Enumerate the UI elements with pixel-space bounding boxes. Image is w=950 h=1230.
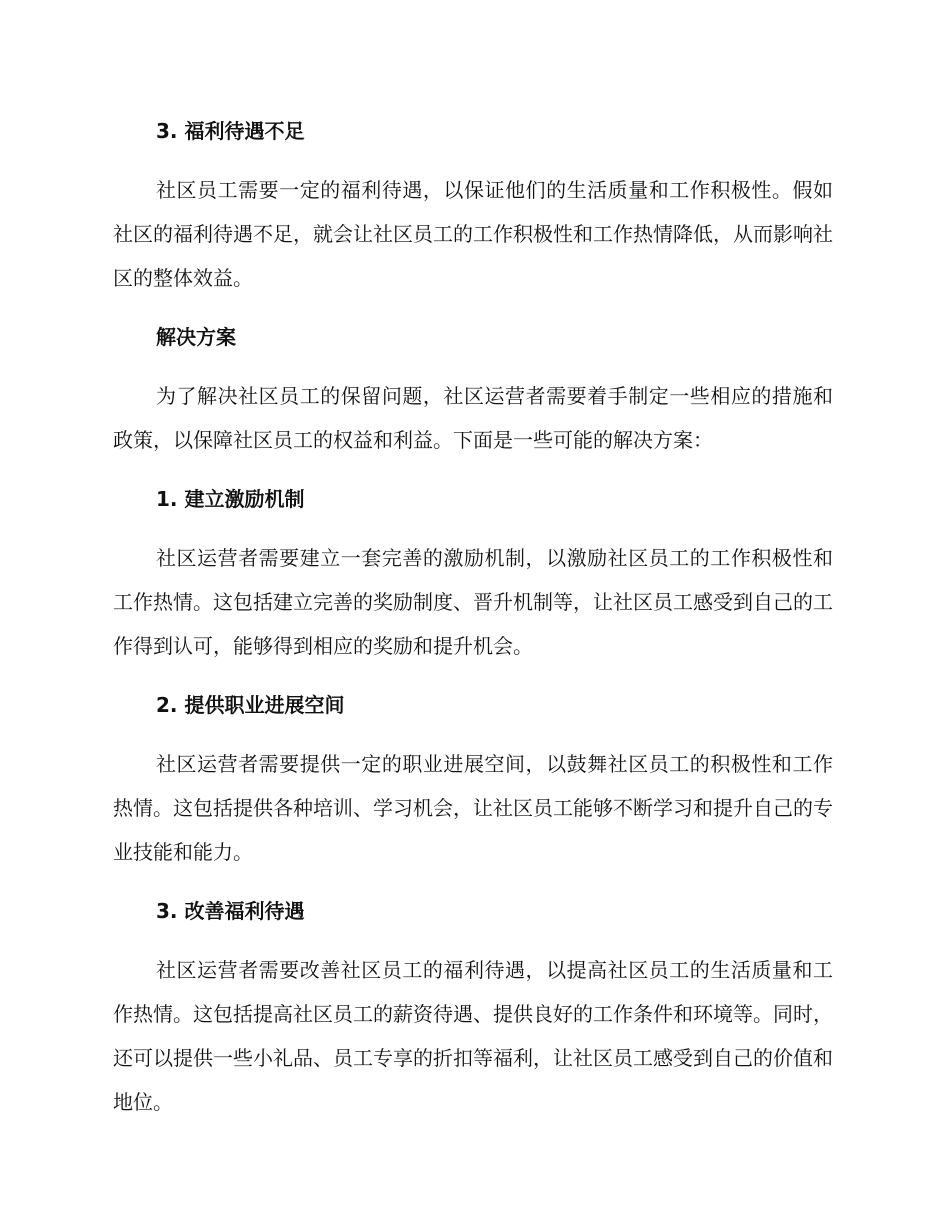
spacer <box>113 727 833 742</box>
document-body <box>113 109 833 1124</box>
spacer <box>113 462 833 477</box>
spacer <box>113 874 833 889</box>
spacer <box>113 359 833 374</box>
section-paragraph-career-development: 社区运营者需要提供一定的职业进展空间，以鼓舞社区员工的积极性和工作热情。这包括提供各种培训、学习机会，让社区员工能够不断学习和提升自己的专业技能和能力。 <box>113 752 833 864</box>
spacer <box>113 933 833 948</box>
section-paragraph-solutions: 为了解决社区员工的保留问题，社区运营者需要着手制定一些相应的措施和政策，以保障社区员工的权益和利益。下面是一些可能的解决方案： <box>113 384 833 452</box>
spacer <box>113 668 833 683</box>
section-paragraph-improve-welfare: 社区运营者需要改善社区员工的福利待遇，以提高社区员工的生活质量和工作热情。这包括提高社区员工的薪资待遇、提供良好的工作条件和环境等。同时，还可以提供一些小礼品、员工专享的折扣等福利，让社区员工感受到自己的价值和地位。 <box>113 958 833 1114</box>
spacer <box>113 300 833 315</box>
section-paragraph-welfare-insufficient: 社区员工需要一定的福利待遇，以保证他们的生活质量和工作积极性。假如社区的福利待遇不足，就会让社区员工的工作积极性和工作热情降低，从而影响社区的整体效益。 <box>113 178 833 290</box>
section-paragraph-incentive-mechanism: 社区运营者需要建立一套完善的激励机制，以激励社区员工的工作积极性和工作热情。这包括建立完善的奖励制度、晋升机制等，让社区员工感受到自己的工作得到认可，能够得到相应的奖励和提升机会。 <box>113 546 833 658</box>
section-heading-solutions: 解决方案 <box>156 325 236 349</box>
section-heading-incentive-mechanism: 1. 建立激励机制 <box>156 487 305 511</box>
section-heading-welfare-insufficient: 3. 福利待遇不足 <box>156 119 305 143</box>
spacer <box>113 153 833 168</box>
spacer <box>113 521 833 536</box>
section-heading-career-development: 2. 提供职业进展空间 <box>156 693 345 717</box>
section-heading-improve-welfare: 3. 改善福利待遇 <box>156 899 305 923</box>
